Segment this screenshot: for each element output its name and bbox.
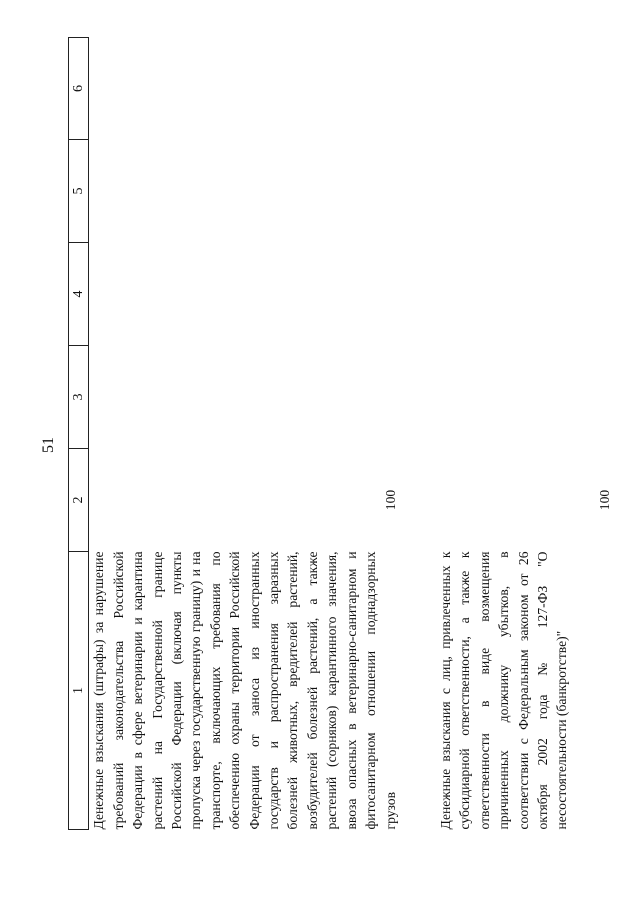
column-header-2: 2 bbox=[69, 449, 89, 552]
row-description: Денежные взыскания с лиц, привлеченных к субсидиарной ответственности, а также к ответственности в виде возмещения причиненных должнику убытков, в соответствии с Федеральным законом от 26 октября 2002 года № 127-ФЗ "О несостоятельности (банкротстве)" bbox=[437, 551, 570, 830]
row-description: Денежные взыскания (штрафы) за нарушение требований законодательства Российской Федерации в сфере ветеринарии и карантина растений на Государственной границе Российской Федерации (включая пункты пропуска через государственную границу) и на транспорте, включающих требования по обеспечению охраны территории Российской Федерации от заноса из иностранных государств и распространения заразных болезней животных, вредителей растений, возбудителей болезней растений, а также растений (сорняков) карантинного значения, ввоза опасных в ветеринарно-санитарном и фитосанитарном отношении поднадзорных грузов bbox=[91, 551, 398, 830]
page-number: 51 bbox=[40, 437, 57, 453]
row-value-col5 bbox=[89, 140, 400, 243]
row-value-col2: 100 bbox=[596, 489, 612, 511]
row-value-col5 bbox=[436, 140, 614, 243]
table-row bbox=[436, 38, 614, 830]
column-header-3: 3 bbox=[69, 346, 89, 449]
column-header-5: 5 bbox=[69, 140, 89, 243]
budget-table bbox=[68, 37, 614, 830]
row-value-col4 bbox=[89, 243, 400, 346]
row-value-col2: 100 bbox=[382, 489, 398, 511]
row-value-col3 bbox=[436, 346, 614, 449]
column-header-1: 1 bbox=[69, 552, 89, 830]
rotated-content bbox=[68, 30, 612, 830]
table-header-row bbox=[69, 38, 89, 830]
table-row bbox=[89, 38, 400, 830]
row-spacer bbox=[400, 38, 436, 830]
row-value-col6 bbox=[436, 38, 614, 140]
row-value-col3 bbox=[89, 346, 400, 449]
row-value-col6 bbox=[89, 38, 400, 140]
row-value-col4 bbox=[436, 243, 614, 346]
column-header-4: 4 bbox=[69, 243, 89, 346]
column-header-6: 6 bbox=[69, 38, 89, 140]
